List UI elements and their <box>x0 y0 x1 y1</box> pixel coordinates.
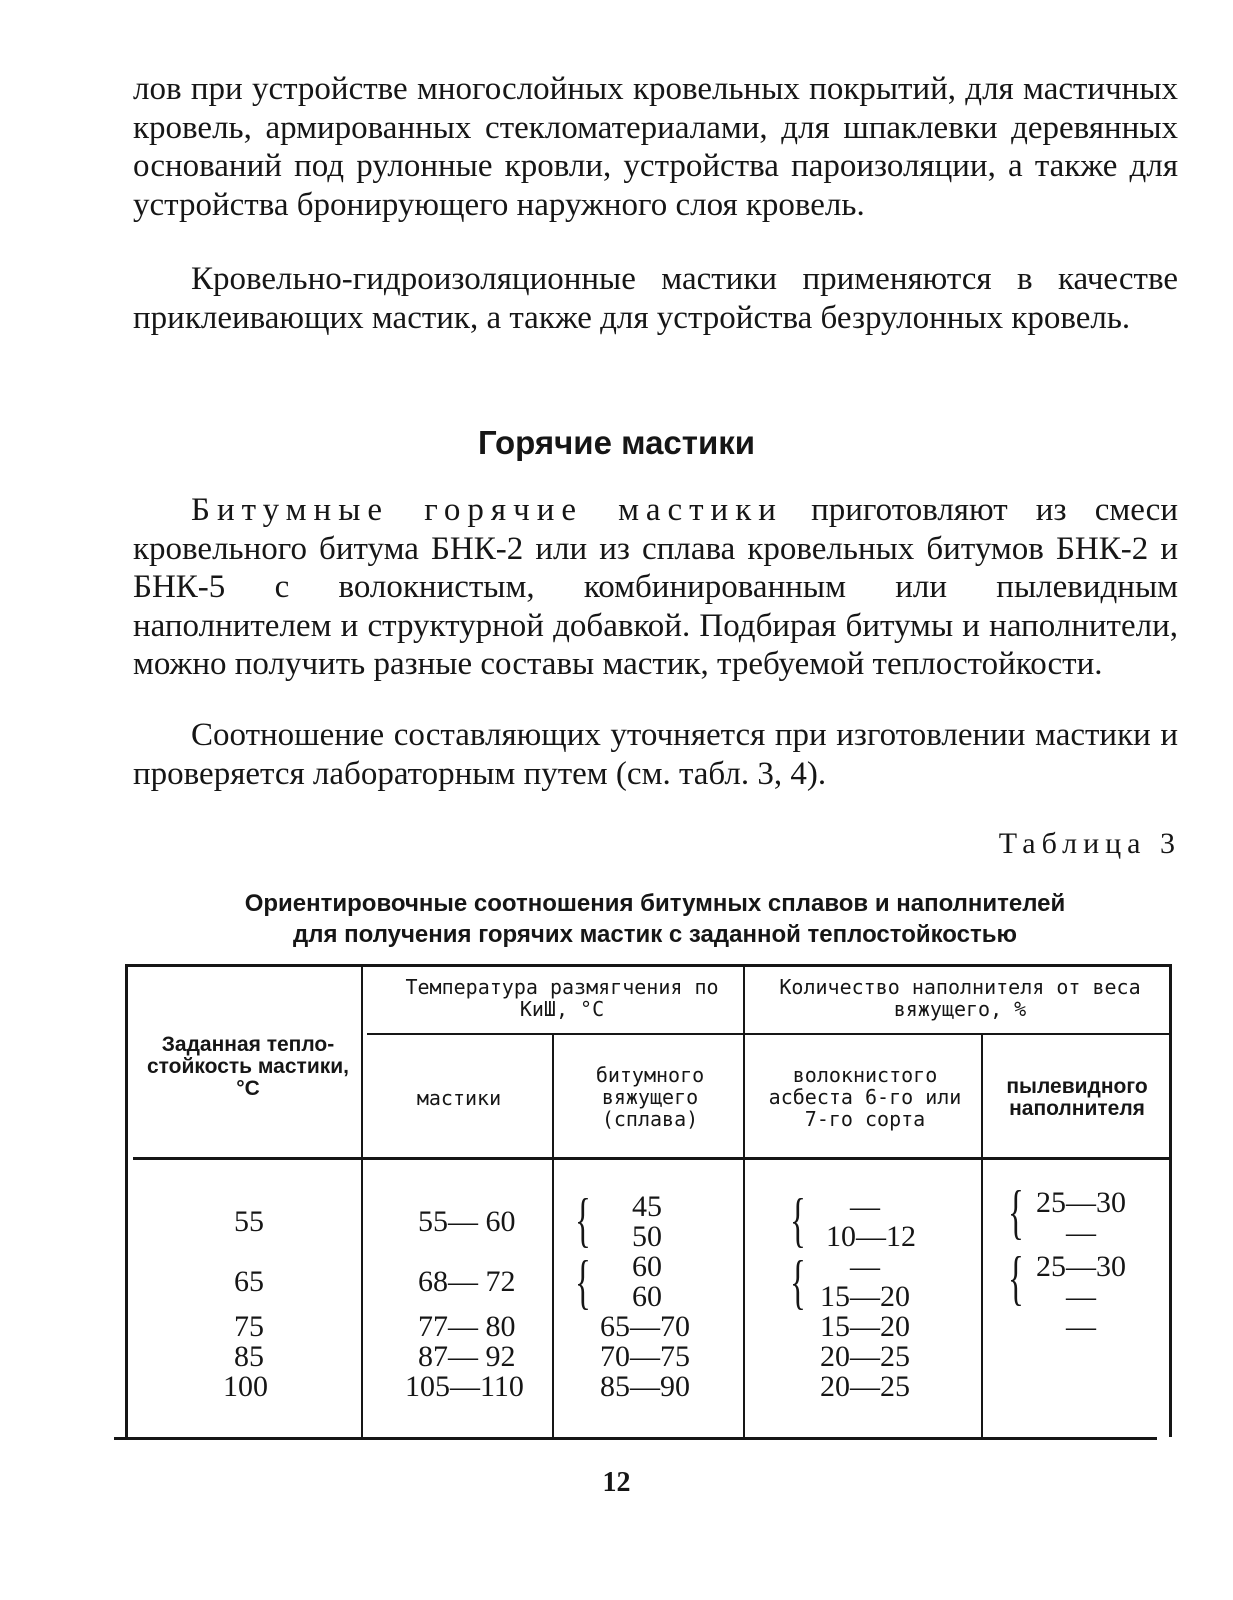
page-number: 12 <box>602 1467 631 1498</box>
cell-heat-75: 75 <box>234 1310 264 1343</box>
cell-heat-85: 85 <box>234 1340 264 1373</box>
brace-icon: { <box>1008 1179 1024 1245</box>
cell-binder-temp: 50 <box>632 1220 662 1253</box>
cell-asbestos: 15—20 <box>820 1280 910 1313</box>
cell-heat-65: 65 <box>234 1265 264 1298</box>
table-title-line-2: для получения горячих мастик с заданной теплостойкостью <box>293 921 1017 948</box>
paragraph-4: Соотношение составляющих уточняется при изготовлении мастики и проверяется лабораторным путем (см. табл. 3, 4). <box>133 717 1178 792</box>
col-divider-4 <box>981 1035 983 1437</box>
paragraph-3-lead: Битумные горячие мастики <box>191 492 783 528</box>
cell-asbestos: 10—12 <box>826 1220 916 1253</box>
brace-icon: { <box>790 1249 806 1315</box>
table-left-rule <box>125 964 128 1437</box>
cell-mastic-temp: 105—110 <box>405 1370 524 1403</box>
col-divider-1 <box>361 964 363 1437</box>
section-heading: Горячие мастики <box>477 424 756 461</box>
table-label: Таблица 3 <box>998 827 1181 860</box>
cell-heat-100: 100 <box>223 1370 268 1403</box>
cell-dust-filler: 25—30 <box>1036 1186 1126 1219</box>
cell-asbestos: 20—25 <box>820 1370 910 1403</box>
cell-heat-55: 55 <box>234 1205 264 1238</box>
cell-dust-filler: — <box>1066 1280 1096 1313</box>
cell-asbestos: 20—25 <box>820 1340 910 1373</box>
table-title-line-1: Ориентировочные соотношения битумных сплавов и наполнителей <box>244 890 1066 917</box>
cell-mastic-temp: 55— 60 <box>418 1205 516 1238</box>
header-group-filler: Количество наполнителя от веса вяжущего, % <box>779 975 1141 1021</box>
paragraph-1: лов при устройстве многослойных кровельных покрытий, для мастичных кровель, армированных стекломатериалами, для шпаклевки деревянных оснований под рулонные кровли, устройства пароизоляции, а также для устройства бронирующего наружного слоя кровель. <box>133 71 1178 223</box>
table-title <box>130 888 1180 950</box>
cell-asbestos: — <box>850 1250 880 1283</box>
cell-dust-filler: — <box>1066 1310 1096 1343</box>
brace-icon: { <box>790 1187 806 1253</box>
cell-mastic-temp: 77— 80 <box>418 1310 516 1343</box>
header-col1: Заданная тепло-стойкость мастики, °С <box>147 1033 349 1100</box>
cell-dust-filler: — <box>1066 1216 1096 1249</box>
cell-mastic-temp: 87— 92 <box>418 1340 516 1373</box>
cell-asbestos: — <box>850 1190 880 1223</box>
header-sub-dust-filler: пылевидного наполнителя <box>1006 1075 1148 1120</box>
cell-mastic-temp: 68— 72 <box>418 1265 516 1298</box>
cell-binder-temp: 60 <box>632 1250 662 1283</box>
col-divider-2 <box>552 1035 554 1437</box>
table-top-rule <box>125 964 1172 967</box>
header-bottom-rule <box>133 1157 1172 1160</box>
paragraph-3 <box>133 491 1178 684</box>
header-sub-binder: битумного вяжущего (сплава) <box>595 1063 705 1131</box>
header-sub-mastic: мастики <box>416 1086 502 1110</box>
cell-dust-filler: 25—30 <box>1036 1250 1126 1283</box>
cell-binder-temp: 85—90 <box>600 1370 690 1403</box>
paragraph-2: Кровельно-гидроизоляционные мастики применяются в качестве приклеивающих мастик, а также для устройства безрулонных кровель. <box>133 261 1178 336</box>
paragraph-3-rest: приготовляют из смеси кровельного битума БНК-2 или из сплава кровельных битумов БНК-2 и БНК-5 с волокнистым, комбинированным или пылевидным наполнителем и структурной добавкой. Подбирая битумы и наполнители, можно получить разные составы мастик, требуемой теплостойкости. <box>133 492 1178 682</box>
header-group-temperature: Температура размягчения по КиШ, °С <box>405 975 719 1021</box>
table-right-rule <box>1169 964 1172 1437</box>
header-sub-asbestos: волокнистого асбеста 6-го или 7-го сорта <box>768 1063 962 1131</box>
brace-icon: { <box>575 1249 591 1315</box>
brace-icon: { <box>1008 1245 1024 1311</box>
cell-binder-temp: 70—75 <box>600 1340 690 1373</box>
table-bottom-rule <box>114 1437 1157 1440</box>
header-group-rule <box>367 1033 1172 1035</box>
col-divider-3 <box>743 964 745 1437</box>
cell-binder-temp: 65—70 <box>600 1310 690 1343</box>
cell-binder-temp: 60 <box>632 1280 662 1313</box>
cell-asbestos: 15—20 <box>820 1310 910 1343</box>
brace-icon: { <box>575 1187 591 1253</box>
cell-binder-temp: 45 <box>632 1190 662 1223</box>
